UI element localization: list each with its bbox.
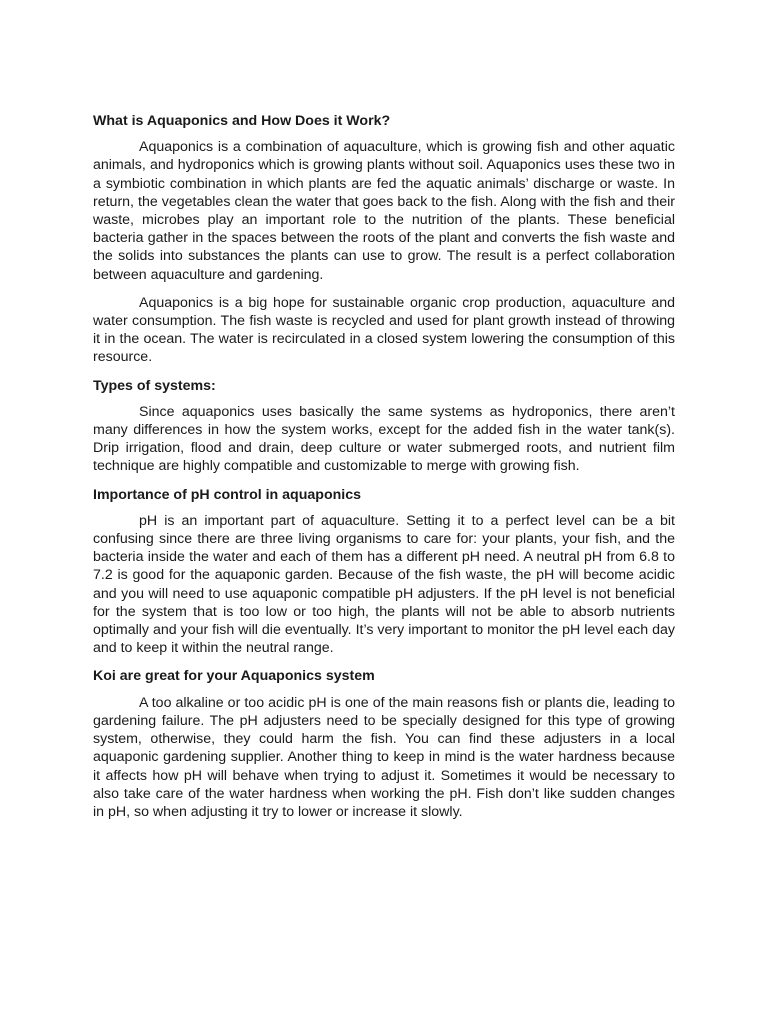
section-heading: What is Aquaponics and How Does it Work? [93, 113, 391, 129]
body-paragraph: Aquaponics is a big hope for sustainable organic crop production, aquaculture and water consumption. The fish waste is recycled and used for plant growth instead of throwing it in the ocean. The water is recirculated in a closed system lowering the consumption of this resource. [93, 294, 675, 366]
body-paragraph: Since aquaponics uses basically the same systems as hydroponics, there aren’t many differences in how the system works, except for the added fish in the water tank(s). Drip irrigation, flood and drain, deep culture or water submerged roots, and nutrient film technique are highly compatible and customizable to merge with growing fish. [93, 403, 675, 475]
section-koi [93, 667, 675, 821]
section-heading: Types of systems: [93, 377, 216, 394]
body-paragraph: A too alkaline or too acidic pH is one of the main reasons fish or plants die, leading to gardening failure. The pH adjusters need to be specially designed for this type of growing system, otherwise, they could harm the fish. You can find these adjusters in a local aquaponic gardening supplier. Another thing to keep in mind is the water hardness because it affects how pH will behave when trying to adjust it. Sometimes it would be necessary to also take care of the water hardness when working the pH. Fish don’t like sudden changes in pH, so when adjusting it try to lower or increase it slowly. [93, 694, 675, 820]
section-what-is-aquaponics [93, 112, 675, 367]
section-ph-control [93, 486, 675, 658]
section-heading: Importance of pH control in aquaponics [93, 486, 362, 503]
section-heading: Koi are great for your Aquaponics system [93, 668, 375, 685]
document-page [93, 112, 675, 831]
body-paragraph: pH is an important part of aquaculture. Setting it to a perfect level can be a bit confusing since there are three living organisms to care for: your plants, your fish, and the bacteria inside the water and each of them has a different pH need. A neutral pH from 6.8 to 7.2 is good for the aquaponic garden. Because of the fish waste, the pH will become acidic and you will need to use aquaponic compatible pH adjusters. If the pH level is not beneficial for the system that is too low or too high, the plants will not be able to absorb nutrients optimally and your fish will die eventually. It’s very important to monitor the pH level each day and to keep it within the neutral range. [93, 512, 675, 657]
body-paragraph: Aquaponics is a combination of aquaculture, which is growing fish and other aquatic animals, and hydroponics which is growing plants without soil. Aquaponics uses these two in a symbiotic combination in which plants are fed the aquatic animals’ discharge or waste. In return, the vegetables clean the water that goes back to the fish. Along with the fish and their waste, microbes play an important role to the nutrition of the plants. These beneficial bacteria gather in the spaces between the roots of the plant and converts the fish waste and the solids into substances the plants can use to grow. The result is a perfect collaboration between aquaculture and gardening. [93, 139, 675, 283]
section-types-of-systems [93, 377, 675, 476]
